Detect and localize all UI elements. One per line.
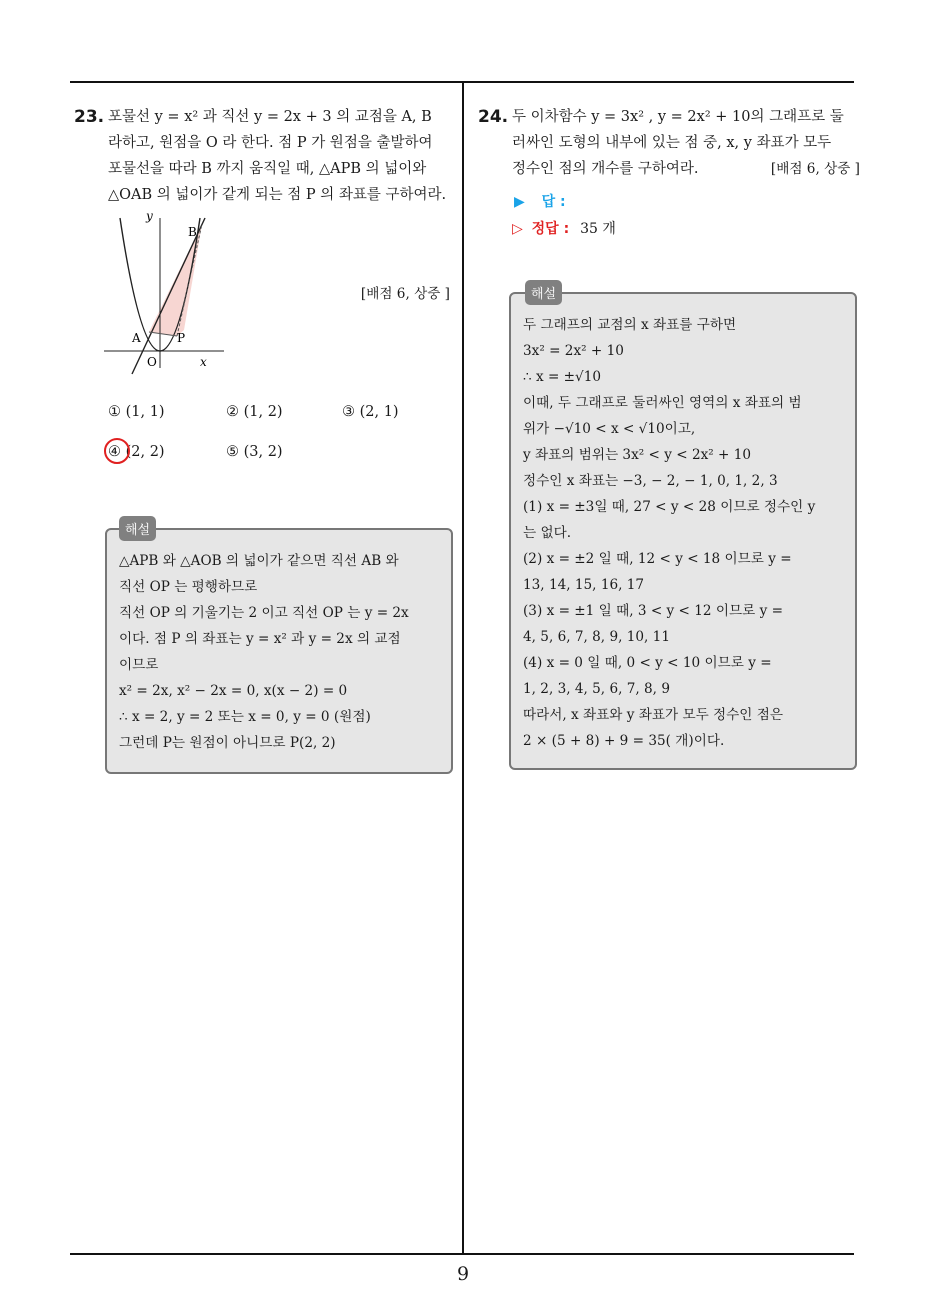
question-text bbox=[108, 104, 456, 208]
solution-line: 직선 OP 는 평행하므로 bbox=[119, 579, 258, 595]
correct-answer-row bbox=[512, 218, 616, 238]
option-2[interactable] bbox=[226, 404, 283, 420]
question-23 bbox=[74, 104, 456, 208]
question-line-text: 정수인 점의 개수를 구하여라. bbox=[512, 161, 699, 177]
option-value: (2, 1) bbox=[359, 404, 399, 420]
correct-value: 35 개 bbox=[580, 221, 616, 237]
solution-line: 두 그래프의 교점의 x 좌표를 구하면 bbox=[523, 317, 737, 333]
label-a: A bbox=[132, 331, 141, 345]
option-mark: ④ bbox=[108, 444, 121, 460]
solution-line: △APB 와 △AOB 의 넓이가 같으면 직선 AB 와 bbox=[119, 553, 399, 569]
solution-body bbox=[523, 312, 843, 754]
solution-tag: 해설 bbox=[119, 516, 156, 541]
points-label: [배점 6, 상중 ] bbox=[360, 286, 450, 302]
parabola-graph bbox=[100, 208, 230, 378]
question-number: 23. bbox=[74, 107, 105, 127]
question-line: 라하고, 원점을 O 라 한다. 점 P 가 원점을 출발하여 bbox=[108, 135, 433, 151]
option-5[interactable] bbox=[226, 444, 283, 460]
option-value: (1, 2) bbox=[243, 404, 283, 420]
solution-line: 이때, 두 그래프로 둘러싸인 영역의 x 좌표의 범 bbox=[523, 395, 802, 411]
option-value: (1, 1) bbox=[125, 404, 165, 420]
solution-line: (1) x = ±3일 때, 27 < y < 28 이므로 정수인 y bbox=[523, 499, 816, 515]
option-value: (3, 2) bbox=[243, 444, 283, 460]
option-mark: ③ bbox=[342, 404, 355, 420]
solution-tag: 해설 bbox=[525, 280, 562, 305]
question-number: 24. bbox=[478, 107, 509, 127]
solution-line: 1, 2, 3, 4, 5, 6, 7, 8, 9 bbox=[523, 681, 670, 697]
label-y: y bbox=[146, 209, 153, 223]
selected-circle-icon bbox=[104, 438, 130, 464]
solution-line: 직선 OP 의 기울기는 2 이고 직선 OP 는 y = 2x bbox=[119, 605, 409, 621]
option-1[interactable] bbox=[108, 404, 165, 420]
answer-options bbox=[108, 404, 438, 484]
solution-line: (4) x = 0 일 때, 0 < y < 10 이므로 y = bbox=[523, 655, 772, 671]
solution-line: 그런데 P는 원점이 아니므로 P(2, 2) bbox=[119, 735, 336, 751]
bottom-rule bbox=[70, 1253, 854, 1255]
solution-line: 13, 14, 15, 16, 17 bbox=[523, 577, 645, 593]
label-b: B bbox=[188, 225, 197, 239]
solution-body bbox=[119, 548, 439, 756]
solution-line: ∴ x = 2, y = 2 또는 x = 0, y = 0 (원점) bbox=[119, 709, 371, 725]
solution-line: 2 × (5 + 8) + 9 = 35( 개)이다. bbox=[523, 733, 725, 749]
solution-line: (3) x = ±1 일 때, 3 < y < 12 이므로 y = bbox=[523, 603, 783, 619]
question-line: 포물선을 따라 B 까지 움직일 때, △APB 의 넓이와 bbox=[108, 161, 427, 177]
question-line: △OAB 의 넓이가 같게 되는 점 P 의 좌표를 구하여라. bbox=[108, 187, 447, 203]
solution-line: 4, 5, 6, 7, 8, 9, 10, 11 bbox=[523, 629, 670, 645]
solution-line: 이므로 bbox=[119, 657, 159, 673]
answer-row bbox=[514, 191, 566, 211]
option-mark: ① bbox=[108, 404, 121, 420]
solution-line: 는 없다. bbox=[523, 525, 572, 541]
label-o: O bbox=[147, 355, 157, 369]
correct-label: 정답 : bbox=[531, 221, 570, 237]
question-line: 두 이차함수 y = 3x² , y = 2x² + 10의 그래프로 둘 bbox=[512, 109, 844, 125]
solution-line: x² = 2x, x² − 2x = 0, x(x − 2) = 0 bbox=[119, 683, 348, 699]
solution-line: ∴ x = ±√10 bbox=[523, 369, 602, 385]
solution-line: 정수인 x 좌표는 −3, − 2, − 1, 0, 1, 2, 3 bbox=[523, 473, 778, 489]
options-row bbox=[108, 404, 438, 444]
solution-box-23 bbox=[105, 523, 453, 774]
option-value: (2, 2) bbox=[125, 444, 165, 460]
answer-label: 답 : bbox=[541, 194, 566, 210]
label-x: x bbox=[200, 355, 207, 369]
solution-line: (2) x = ±2 일 때, 12 < y < 18 이므로 y = bbox=[523, 551, 792, 567]
option-4[interactable] bbox=[108, 444, 165, 460]
option-3[interactable] bbox=[342, 404, 399, 420]
solution-line: 3x² = 2x² + 10 bbox=[523, 343, 624, 359]
solution-line: 이다. 점 P 의 좌표는 y = x² 과 y = 2x 의 교점 bbox=[119, 631, 401, 647]
outline-play-icon: ▷ bbox=[512, 221, 523, 237]
option-mark: ⑤ bbox=[226, 444, 239, 460]
column-divider bbox=[462, 81, 464, 1255]
question-line: 포물선 y = x² 과 직선 y = 2x + 3 의 교점을 A, B bbox=[108, 109, 432, 125]
points-label: [배점 6, 상중 ] bbox=[770, 161, 860, 177]
question-24 bbox=[478, 104, 860, 182]
solution-box-24 bbox=[509, 287, 857, 770]
solution-line: 위가 −√10 < x < √10이고, bbox=[523, 421, 696, 437]
label-p: P bbox=[177, 331, 186, 345]
play-icon: ▶ bbox=[514, 194, 525, 210]
option-mark: ② bbox=[226, 404, 239, 420]
question-line bbox=[512, 156, 860, 182]
solution-line: y 좌표의 범위는 3x² < y < 2x² + 10 bbox=[523, 447, 752, 463]
solution-line: 따라서, x 좌표와 y 좌표가 모두 정수인 점은 bbox=[523, 707, 784, 723]
options-row bbox=[108, 444, 438, 484]
question-text bbox=[512, 104, 860, 182]
question-line: 러싸인 도형의 내부에 있는 점 중, x, y 좌표가 모두 bbox=[512, 135, 832, 151]
page-number: 9 bbox=[456, 1263, 470, 1285]
